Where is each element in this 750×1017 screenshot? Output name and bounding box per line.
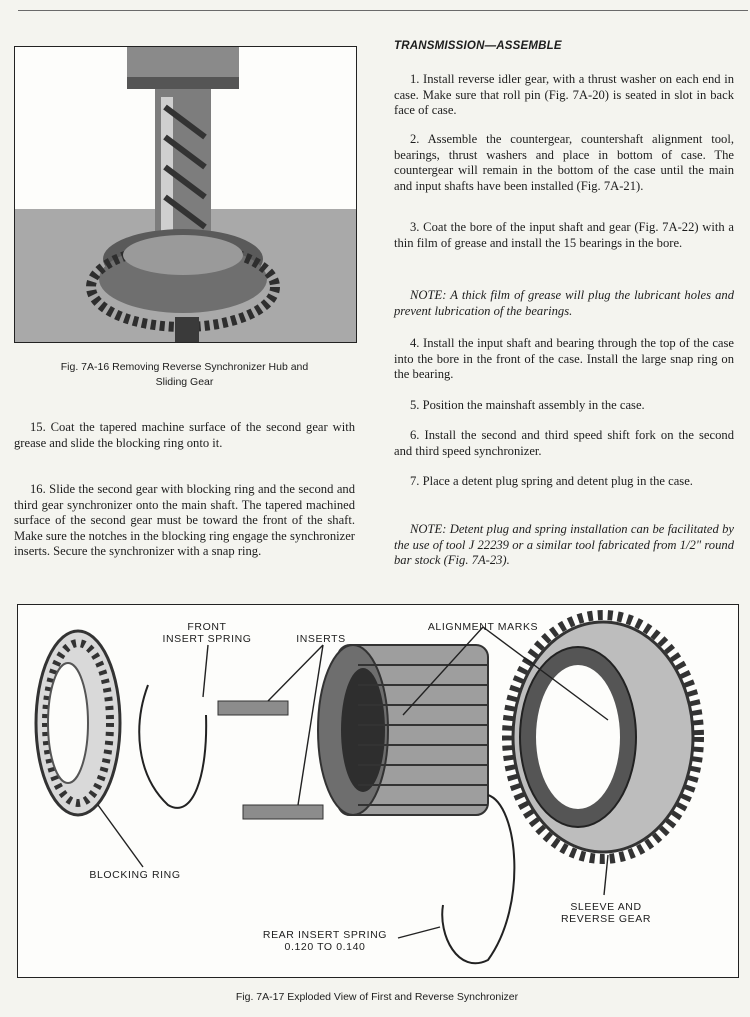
alignment-marks-label: ALIGNMENT MARKS [427, 621, 539, 633]
fig-7a-17-caption: Fig. 7A-17 Exploded View of First and Reverse Synchronizer [235, 991, 519, 1003]
label-line: 0.120 TO 0.140 [284, 941, 366, 953]
front-insert-spring-label [142, 621, 272, 645]
step-6-paragraph: 6. Install the second and third speed shift fork on the second and third speed synchronizer. [394, 428, 734, 458]
blocking-ring-label: BLOCKING RING [89, 869, 181, 881]
label-line: INSERT SPRING [162, 633, 252, 645]
caption-line: Fig. 7A-16 Removing Reverse Synchronizer Hub and [60, 361, 309, 373]
step-15-paragraph: 15. Coat the tapered machine surface of the second gear with grease and slide the blocking ring onto it. [14, 420, 355, 450]
step-1-paragraph: 1. Install reverse idler gear, with a thrust washer on each end in case. Make sure that roll pin (Fig. 7A-20) is seated in slot in back face of case. [394, 72, 734, 118]
synchronizer-hub-photo-illustration [15, 47, 356, 342]
step-4-paragraph: 4. Install the input shaft and bearing through the top of the case into the bore in the front of the case. Install the large snap ring on the bearing. [394, 336, 734, 382]
fig-7a-16-photo [14, 46, 357, 343]
label-line: SLEEVE AND [570, 901, 642, 913]
fig-7a-17-exploded-view [17, 604, 739, 978]
step-5-paragraph: 5. Position the mainshaft assembly in the case. [410, 398, 645, 412]
rear-insert-spring-label [250, 929, 400, 953]
caption-line: Sliding Gear [155, 376, 214, 388]
note-grease-paragraph: NOTE: A thick film of grease will plug the lubricant holes and prevent lubrication of the bearings. [394, 288, 734, 318]
fig-7a-16-caption [14, 360, 355, 390]
step-2-paragraph: 2. Assemble the countergear, countershaft alignment tool, bearings, thrust washers and place in bottom of case. The countergear will remain in the bottom of the case until the main and input shafts have been installed (Fig. 7A-21). [394, 132, 734, 193]
label-line: FRONT [187, 621, 227, 633]
label-line: REVERSE GEAR [560, 913, 652, 925]
sleeve-and-reverse-gear-label [544, 901, 668, 925]
step-7-paragraph: 7. Place a detent plug spring and detent plug in the case. [410, 474, 693, 488]
label-line: REAR INSERT SPRING [262, 929, 388, 941]
top-rule [18, 10, 748, 11]
note-detent-paragraph: NOTE: Detent plug and spring installation can be facilitated by the use of tool J 22239 or a similar tool fabricated from 1/2" round bar stock (Fig. 7A-23). [394, 522, 734, 568]
inserts-label: INSERTS [296, 633, 346, 645]
step-16-paragraph: 16. Slide the second gear with blocking ring and the second and third gear synchronizer onto the main shaft. The tapered machined surface of the second gear must be toward the front of the shaft. Make sure the notches in the blocking ring engage the synchronizer inserts. Secure the synchronizer with a snap ring. [14, 482, 355, 559]
section-heading: TRANSMISSION—ASSEMBLE [394, 40, 562, 52]
step-3-paragraph: 3. Coat the bore of the input shaft and gear (Fig. 7A-22) with a thin film of grease and install the 15 bearings in the bore. [394, 220, 734, 250]
